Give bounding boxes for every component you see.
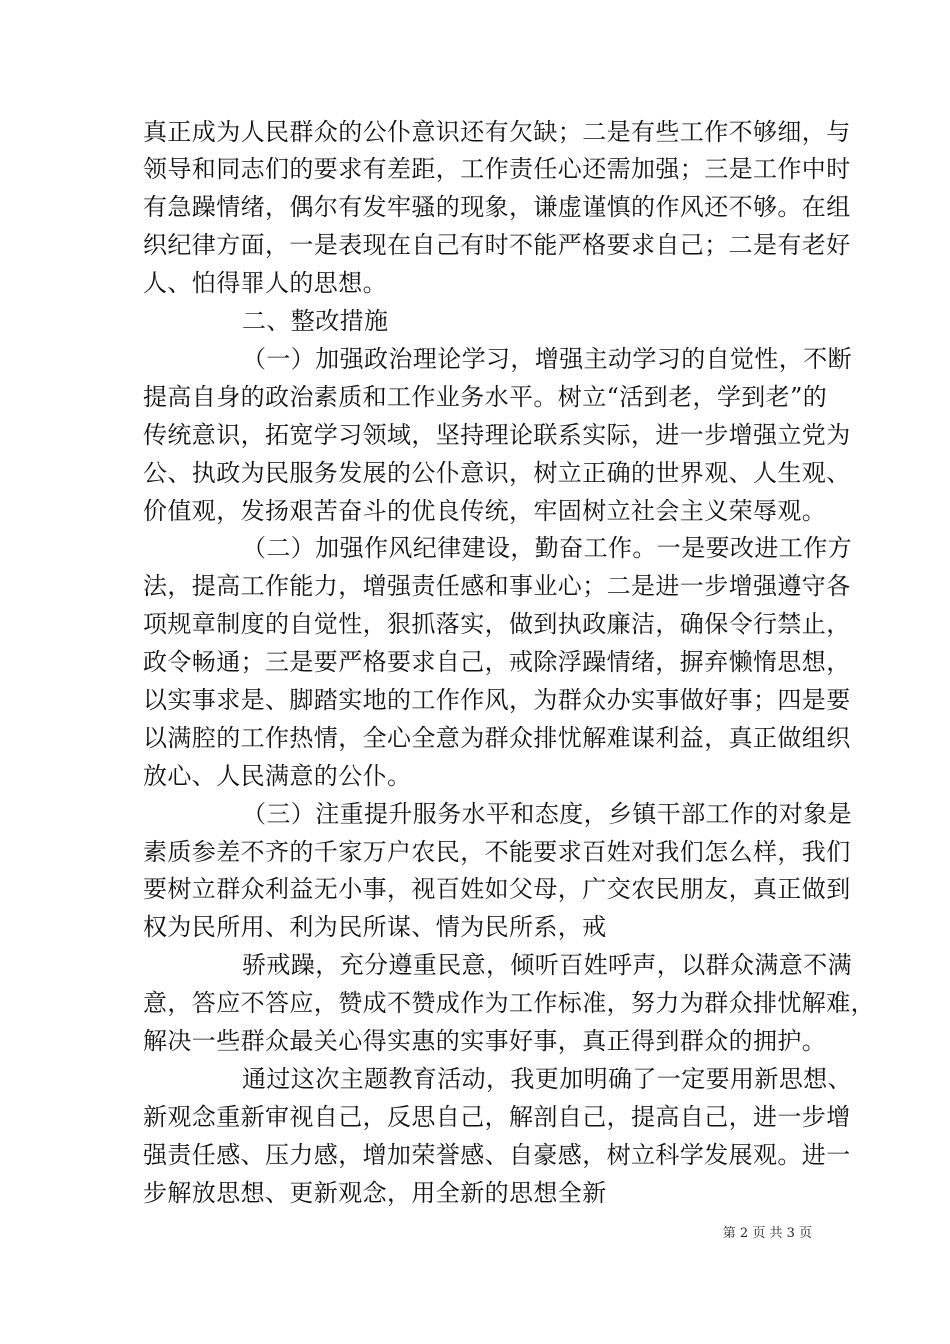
text-line: （一）加强政治理论学习，增强主动学习的自觉性，不断 (242, 345, 852, 373)
text-line: 意，答应不答应，赞成不赞成作为工作标准，努力为群众排忧解难， (143, 989, 875, 1017)
section-heading: 二、整改措施 (242, 307, 389, 335)
text-line: 以实事求是、脚踏实地的工作作风，为群众办实事做好事；四是要 (143, 686, 851, 714)
text-line: 放心、人民满意的公仆。 (143, 762, 412, 790)
text-line: 领导和同志们的要求有差距，工作责任心还需加强；三是工作中时 (143, 155, 851, 183)
text-line: 新观念重新审视自己，反思自己，解剖自己，提高自己，进一步增 (143, 1103, 851, 1131)
text-line: 以满腔的工作热情，全心全意为群众排忧解难谋利益，真正做组织 (143, 724, 851, 752)
text-line: 解决一些群众最关心得实惠的实事好事，真正得到群众的拥护。 (143, 1027, 827, 1055)
text-line: 有急躁情绪，偶尔有发牢骚的现象，谦虚谨慎的作风还不够。在组 (143, 193, 851, 221)
text-line: 骄戒躁，充分遵重民意，倾听百姓呼声，以群众满意不满 (242, 951, 852, 979)
text-line: 步解放思想、更新观念，用全新的思想全新 (143, 1179, 607, 1207)
page-number: 第 2 页 共 3 页 (722, 1226, 812, 1241)
text-line: （二）加强作风纪律建设，勤奋工作。一是要改进工作方 (242, 534, 852, 562)
text-line: 公、执政为民服务发展的公仆意识，树立正确的世界观、人生观、 (143, 459, 851, 487)
text-line: 要树立群众利益无小事，视百姓如父母，广交农民朋友，真正做到 (143, 875, 851, 903)
text-line: 提高自身的政治素质和工作业务水平。树立“活到老，学到老”的 (143, 383, 828, 411)
text-line: 政令畅通；三是要严格要求自己，戒除浮躁情绪，摒弃懒惰思想， (143, 648, 851, 676)
text-line: 通过这次主题教育活动，我更加明确了一定要用新思想、 (242, 1065, 852, 1093)
text-line: 法，提高工作能力，增强责任感和事业心；二是进一步增强遵守各 (143, 572, 851, 600)
text-line: 真正成为人民群众的公仆意识还有欠缺；二是有些工作不够细，与 (143, 118, 851, 146)
text-line: 人、怕得罪人的思想。 (143, 269, 387, 297)
text-line: 素质参差不齐的千家万户农民，不能要求百姓对我们怎么样，我们 (143, 838, 851, 866)
text-line: 织纪律方面，一是表现在自己有时不能严格要求自己；二是有老好 (143, 231, 851, 259)
text-line: 价值观，发扬艰苦奋斗的优良传统，牢固树立社会主义荣辱观。 (143, 497, 827, 525)
text-line: 权为民所用、利为民所谋、情为民所系，戒 (143, 913, 607, 941)
text-line: （三）注重提升服务水平和态度，乡镇干部工作的对象是 (242, 800, 852, 828)
text-line: 强责任感、压力感，增加荣誉感、自豪感，树立科学发展观。进一 (143, 1141, 851, 1169)
text-line: 项规章制度的自觉性，狠抓落实，做到执政廉洁，确保令行禁止， (143, 610, 851, 638)
text-line: 传统意识，拓宽学习领域，坚持理论联系实际，进一步增强立党为 (143, 421, 851, 449)
